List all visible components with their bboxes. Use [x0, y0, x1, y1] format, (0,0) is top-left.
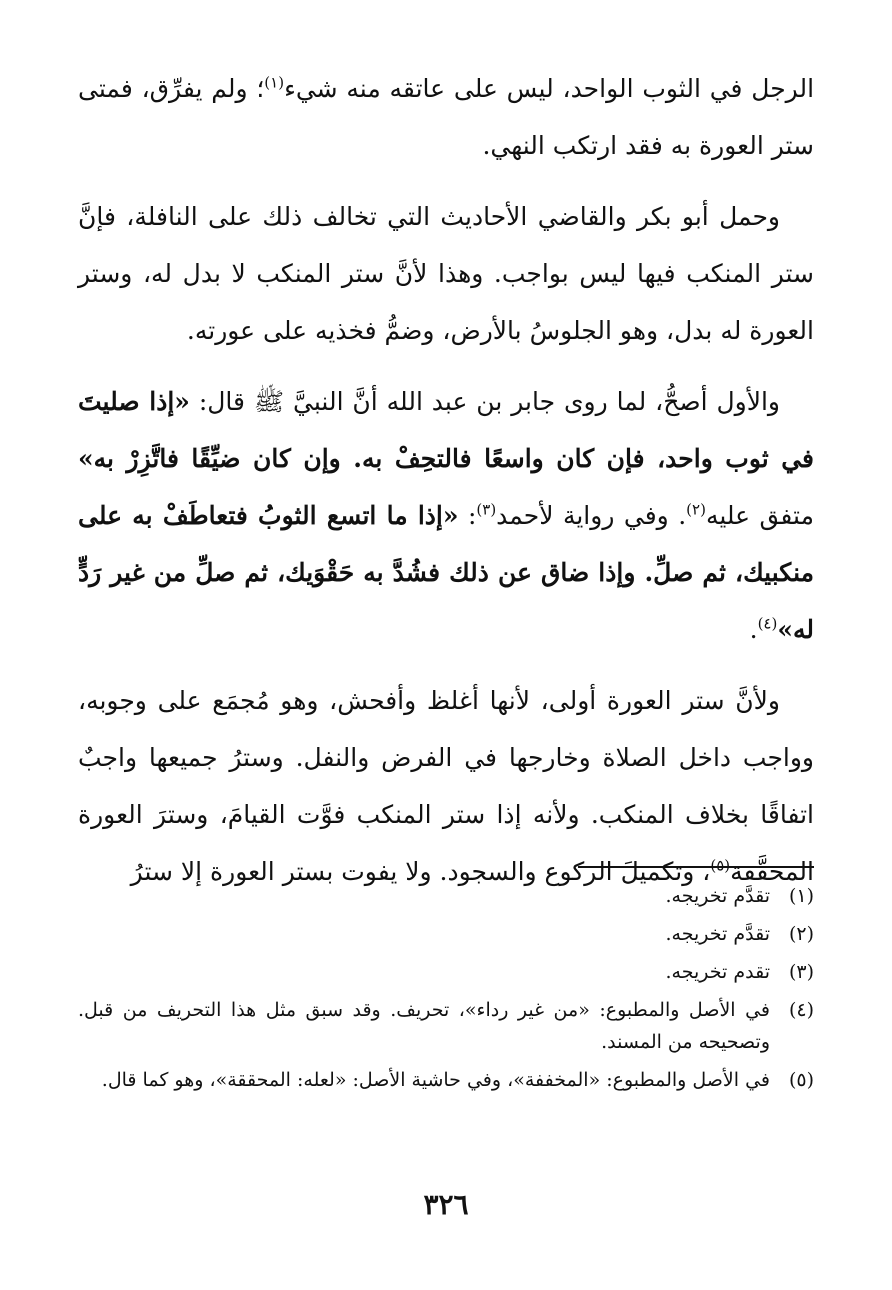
footnote-text: تقدَّم تخريجه. — [665, 923, 770, 945]
footnote-number: (٤) — [788, 999, 814, 1021]
paragraph — [78, 60, 814, 174]
paragraph — [78, 188, 814, 359]
footnote-ref: (٢) — [686, 500, 706, 519]
footnote-ref: (٣) — [476, 500, 497, 519]
footnote-text: في الأصل والمطبوع: «من غير رداء»، تحريف. وقد سبق مثل هذا التحريف من قبل. وتصحيحه من المسند. — [78, 999, 770, 1053]
text-run: . — [749, 615, 758, 644]
text-run: متفق عليه — [705, 501, 814, 530]
footnote — [78, 994, 814, 1058]
footnote-number: (٣) — [788, 961, 814, 983]
footnote-ref: (١) — [264, 73, 285, 92]
text-run: والأول أصحُّ، لما روى جابر بن عبد الله أنَّ النبيَّ ﷺ قال: — [189, 387, 780, 416]
paragraph — [78, 373, 814, 658]
text-run: : — [458, 501, 477, 530]
text-run: . وفي رواية لأحمد — [496, 501, 687, 530]
text-run: وحمل أبو بكر والقاضي الأحاديث التي تخالف ذلك على النافلة، فإنَّ ستر المنكب فيها ليس بواجب. وهذا لأنَّ ستر المنكب لا بدل له، وستر العورة له بدل، وهو الجلوسُ بالأرض، وضمُّ فخذيه على عورته. — [78, 202, 814, 345]
footnote-text: في الأصل والمطبوع: «المخففة»، وفي حاشية الأصل: «لعله: المحققة»، وهو كما قال. — [101, 1069, 770, 1091]
text-run: ، وتكميلَ الركوع والسجود. ولا يفوت بستر العورة إلا سترُ — [130, 857, 711, 886]
footnote-text: تقدَّم تخريجه. — [665, 885, 770, 907]
footnote — [78, 918, 814, 950]
footnote-divider — [578, 866, 814, 868]
text-run: الرجل في الثوب الواحد، ليس على عاتقه منه شيء — [284, 74, 815, 103]
footnote-ref: (٤) — [757, 614, 778, 633]
hadith-quote: «إذا ما اتسع الثوبُ فتعاطَفْ به على منكبيك، ثم صلِّ. وإذا ضاق عن ذلك فشُدَّ به حَقْوَيك، ثم صلِّ من غير رَدٍّ له» — [78, 501, 814, 644]
footnote — [78, 1064, 814, 1096]
footnote — [78, 880, 814, 912]
footnote-number: (٢) — [788, 923, 814, 945]
footnote-number: (١) — [788, 885, 814, 907]
text-run: ؛ ولم يفرِّق، فمتى ستر العورة به فقد ارتكب النهي. — [78, 74, 814, 160]
main-text — [78, 60, 814, 914]
page-number: ٣٢٦ — [423, 1188, 469, 1221]
footnotes — [78, 880, 814, 1102]
footnote-text: تقدم تخريجه. — [665, 961, 770, 983]
footnote — [78, 956, 814, 988]
footnote-ref: (٥) — [710, 856, 731, 875]
hadith-quote: «إذا صليتَ في ثوب واحد، فإن كان واسعًا فالتحِفْ به. وإن كان ضيِّقًا فاتَّزِرْ به» — [78, 387, 814, 473]
footnote-number: (٥) — [788, 1069, 814, 1091]
text-run: ولأنَّ ستر العورة أولى، لأنها أغلظ وأفحش، وهو مُجمَع على وجوبه، وواجب داخل الصلاة وخارجها في الفرض والنفل. وسترُ جميعها واجبٌ اتفاقًا بخلاف المنكب. ولأنه إذا ستر المنكب فوَّت القيامَ، وسترَ العورة المحقَّقة — [78, 686, 814, 886]
